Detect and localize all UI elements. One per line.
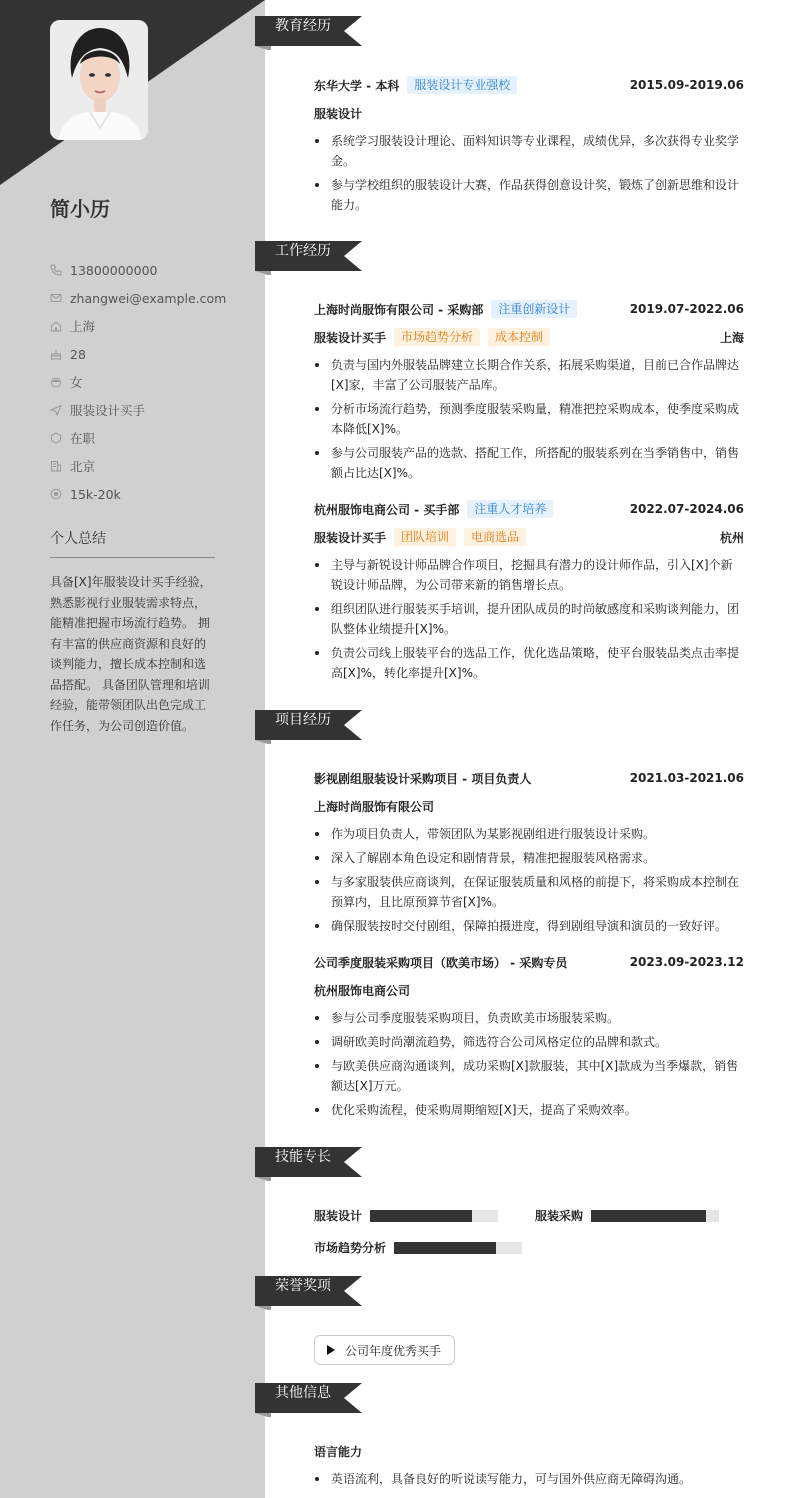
bullet-list bbox=[314, 131, 744, 215]
entry-header bbox=[314, 299, 744, 319]
entry-subheader bbox=[314, 527, 744, 547]
skill-bar-fill bbox=[370, 1210, 472, 1222]
skill-bar-fill bbox=[591, 1210, 706, 1222]
entry-date: 2019.07-2022.06 bbox=[629, 302, 744, 316]
company-tag: 注重创新设计 bbox=[491, 300, 577, 318]
salary-icon bbox=[50, 488, 62, 500]
list-item: 优化采购流程，使采购周期缩短[X]天，提高了采购效率。 bbox=[314, 1100, 744, 1120]
skill-tag: 电商选品 bbox=[464, 528, 526, 546]
contact-email bbox=[50, 284, 230, 312]
contact-text: 服装设计买手 bbox=[70, 403, 146, 418]
entry-subheader bbox=[314, 327, 744, 347]
section-title: 其他信息 bbox=[275, 1385, 331, 1401]
skill-bar bbox=[591, 1210, 719, 1222]
entry-header bbox=[314, 1441, 744, 1461]
entry-date: 2021.03-2021.06 bbox=[629, 771, 744, 785]
other-subtitle: 语言能力 bbox=[314, 1444, 363, 1459]
summary-text: 具备[X]年服装设计买手经验，熟悉影视行业服装需求特点，能精准把握市场流行趋势。 拥有丰富的供应商资源和良好的谈判能力，擅长成本控制和选品搭配。 具备团队管理和培训经验，能带领团队出色完成工作任务，为公司创造价值。 bbox=[50, 575, 212, 733]
skill-tag: 成本控制 bbox=[488, 328, 550, 346]
list-item: 负责公司线上服装平台的选品工作，优化选品策略，使平台服装品类点击率提高[X]%，转化率提升[X]%。 bbox=[314, 643, 744, 683]
entry-header bbox=[314, 75, 744, 95]
contact-position bbox=[50, 396, 230, 424]
entry-date: 2015.09-2019.06 bbox=[629, 78, 744, 92]
job-role: 服装设计买手 bbox=[314, 330, 387, 345]
contact-text: 上海 bbox=[70, 319, 96, 334]
skill-item bbox=[535, 1207, 719, 1224]
home-icon bbox=[50, 320, 62, 332]
skill-item bbox=[314, 1239, 522, 1256]
entry-subheader bbox=[314, 980, 744, 1000]
contact-phone bbox=[50, 256, 230, 284]
list-item: 与多家服装供应商谈判，在保证服装质量和风格的前提下，将采购成本控制在预算内，且比原预算节省[X]%。 bbox=[314, 872, 744, 912]
list-item: 与欧美供应商沟通谈判，成功采购[X]款服装，其中[X]款成为当季爆款，销售额达[X]万元。 bbox=[314, 1056, 744, 1096]
skill-bar bbox=[370, 1210, 498, 1222]
entry-header bbox=[314, 952, 744, 972]
contact-text: 北京 bbox=[70, 459, 96, 474]
section-header-projects bbox=[255, 706, 362, 744]
mail-icon bbox=[50, 292, 62, 304]
bullet-list bbox=[314, 555, 744, 683]
section-header-awards bbox=[255, 1272, 362, 1310]
gender-icon bbox=[50, 376, 62, 388]
skill-bar bbox=[394, 1242, 522, 1254]
list-item: 主导与新锐设计师品牌合作项目，挖掘具有潜力的设计师作品，引入[X]个新锐设计师品牌，为公司带来新的销售增长点。 bbox=[314, 555, 744, 595]
skill-item bbox=[314, 1207, 498, 1224]
project-entry bbox=[314, 952, 744, 1124]
phone-icon bbox=[50, 264, 62, 276]
send-icon bbox=[50, 404, 62, 416]
education-entry bbox=[314, 75, 744, 219]
job-role: 服装设计买手 bbox=[314, 530, 387, 545]
section-title: 项目经历 bbox=[275, 712, 331, 728]
contact-text: 28 bbox=[70, 346, 86, 362]
skill-tag: 市场趋势分析 bbox=[394, 328, 480, 346]
list-item: 参与公司服装产品的选款、搭配工作，所搭配的服装系列在当季销售中，销售额占比达[X]%。 bbox=[314, 443, 744, 483]
contact-text: 15k-20k bbox=[70, 486, 121, 502]
skill-name: 市场趋势分析 bbox=[314, 1241, 387, 1255]
candidate-name: 简小历 bbox=[50, 197, 110, 221]
entry-subheader bbox=[314, 796, 744, 816]
bullet-list bbox=[314, 1469, 744, 1489]
entry-header bbox=[314, 768, 744, 788]
building-icon bbox=[50, 460, 62, 472]
contact-location bbox=[50, 312, 230, 340]
contact-text: 女 bbox=[70, 375, 83, 390]
avatar bbox=[50, 20, 148, 140]
contact-text: 在职 bbox=[70, 431, 96, 446]
other-entry bbox=[314, 1441, 744, 1493]
project-org: 杭州服饰电商公司 bbox=[314, 983, 411, 998]
section-title: 技能专长 bbox=[275, 1149, 331, 1165]
contact-city bbox=[50, 452, 230, 480]
skill-tag: 团队培训 bbox=[394, 528, 456, 546]
job-city: 上海 bbox=[719, 330, 744, 345]
entry-header bbox=[314, 499, 744, 519]
award-name: 公司年度优秀买手 bbox=[345, 1343, 442, 1358]
project-org: 上海时尚服饰有限公司 bbox=[314, 799, 435, 814]
school-name: 东华大学 - 本科 bbox=[314, 78, 400, 93]
section-title: 教育经历 bbox=[275, 18, 331, 34]
work-entry bbox=[314, 499, 744, 687]
contact-list bbox=[50, 256, 230, 508]
list-item: 组织团队进行服装买手培训，提升团队成员的时尚敏感度和采购谈判能力，团队整体业绩提升[X]%。 bbox=[314, 599, 744, 639]
list-item: 分析市场流行趋势，预测季度服装采购量，精准把控采购成本，使季度采购成本降低[X]%。 bbox=[314, 399, 744, 439]
list-item: 作为项目负责人，带领团队为某影视剧组进行服装设计采购。 bbox=[314, 824, 744, 844]
list-item: 参与公司季度服装采购项目，负责欧美市场服装采购。 bbox=[314, 1008, 744, 1028]
bullet-list bbox=[314, 824, 744, 936]
contact-gender bbox=[50, 368, 230, 396]
list-item: 参与学校组织的服装设计大赛，作品获得创意设计奖，锻炼了创新思维和设计能力。 bbox=[314, 175, 744, 215]
section-header-other bbox=[255, 1379, 362, 1417]
section-title: 工作经历 bbox=[275, 243, 331, 259]
section-header-work bbox=[255, 237, 362, 275]
entry-date: 2022.07-2024.06 bbox=[629, 502, 744, 516]
work-entry bbox=[314, 299, 744, 487]
skill-name: 服装采购 bbox=[535, 1209, 584, 1223]
entry-date: 2023.09-2023.12 bbox=[629, 955, 744, 969]
contact-status bbox=[50, 424, 230, 452]
list-item: 确保服装按时交付剧组，保障拍摄进度，得到剧组导演和演员的一致好评。 bbox=[314, 916, 744, 936]
major: 服装设计 bbox=[314, 106, 363, 121]
list-item: 深入了解剧本角色设定和剧情背景，精准把握服装风格需求。 bbox=[314, 848, 744, 868]
list-item: 调研欧美时尚潮流趋势，筛选符合公司风格定位的品牌和款式。 bbox=[314, 1032, 744, 1052]
bullet-list bbox=[314, 1008, 744, 1120]
company-name: 上海时尚服饰有限公司 - 采购部 bbox=[314, 302, 484, 317]
cake-icon bbox=[50, 348, 62, 360]
contact-text: 13800000000 bbox=[70, 262, 158, 278]
contact-age bbox=[50, 340, 230, 368]
entry-subheader bbox=[314, 103, 744, 123]
list-item: 系统学习服装设计理论、面料知识等专业课程，成绩优异，多次获得专业奖学金。 bbox=[314, 131, 744, 171]
skill-bar-fill bbox=[394, 1242, 496, 1254]
status-icon bbox=[50, 432, 62, 444]
project-name: 影视剧组服装设计采购项目 - 项目负责人 bbox=[314, 771, 532, 786]
project-entry bbox=[314, 768, 744, 940]
list-item: 英语流利，具备良好的听说读写能力，可与国外供应商无障碍沟通。 bbox=[314, 1469, 744, 1489]
project-name: 公司季度服装采购项目（欧美市场） - 采购专员 bbox=[314, 955, 568, 970]
company-name: 杭州服饰电商公司 - 买手部 bbox=[314, 502, 460, 517]
school-tag: 服装设计专业强校 bbox=[407, 76, 517, 94]
section-header-education bbox=[255, 12, 362, 50]
play-icon bbox=[327, 1345, 335, 1355]
summary-title: 个人总结 bbox=[50, 528, 215, 558]
section-header-skills bbox=[255, 1143, 362, 1181]
award-badge bbox=[314, 1335, 455, 1365]
sidebar bbox=[0, 0, 265, 1498]
bullet-list bbox=[314, 355, 744, 483]
main-content bbox=[265, 0, 794, 1498]
contact-salary bbox=[50, 480, 230, 508]
contact-text: zhangwei@example.com bbox=[70, 290, 227, 306]
job-city: 杭州 bbox=[719, 530, 744, 545]
section-title: 荣誉奖项 bbox=[275, 1278, 331, 1294]
list-item: 负责与国内外服装品牌建立长期合作关系，拓展采购渠道，目前已合作品牌达[X]家，丰富了公司服装产品库。 bbox=[314, 355, 744, 395]
skill-name: 服装设计 bbox=[314, 1209, 363, 1223]
company-tag: 注重人才培养 bbox=[467, 500, 553, 518]
